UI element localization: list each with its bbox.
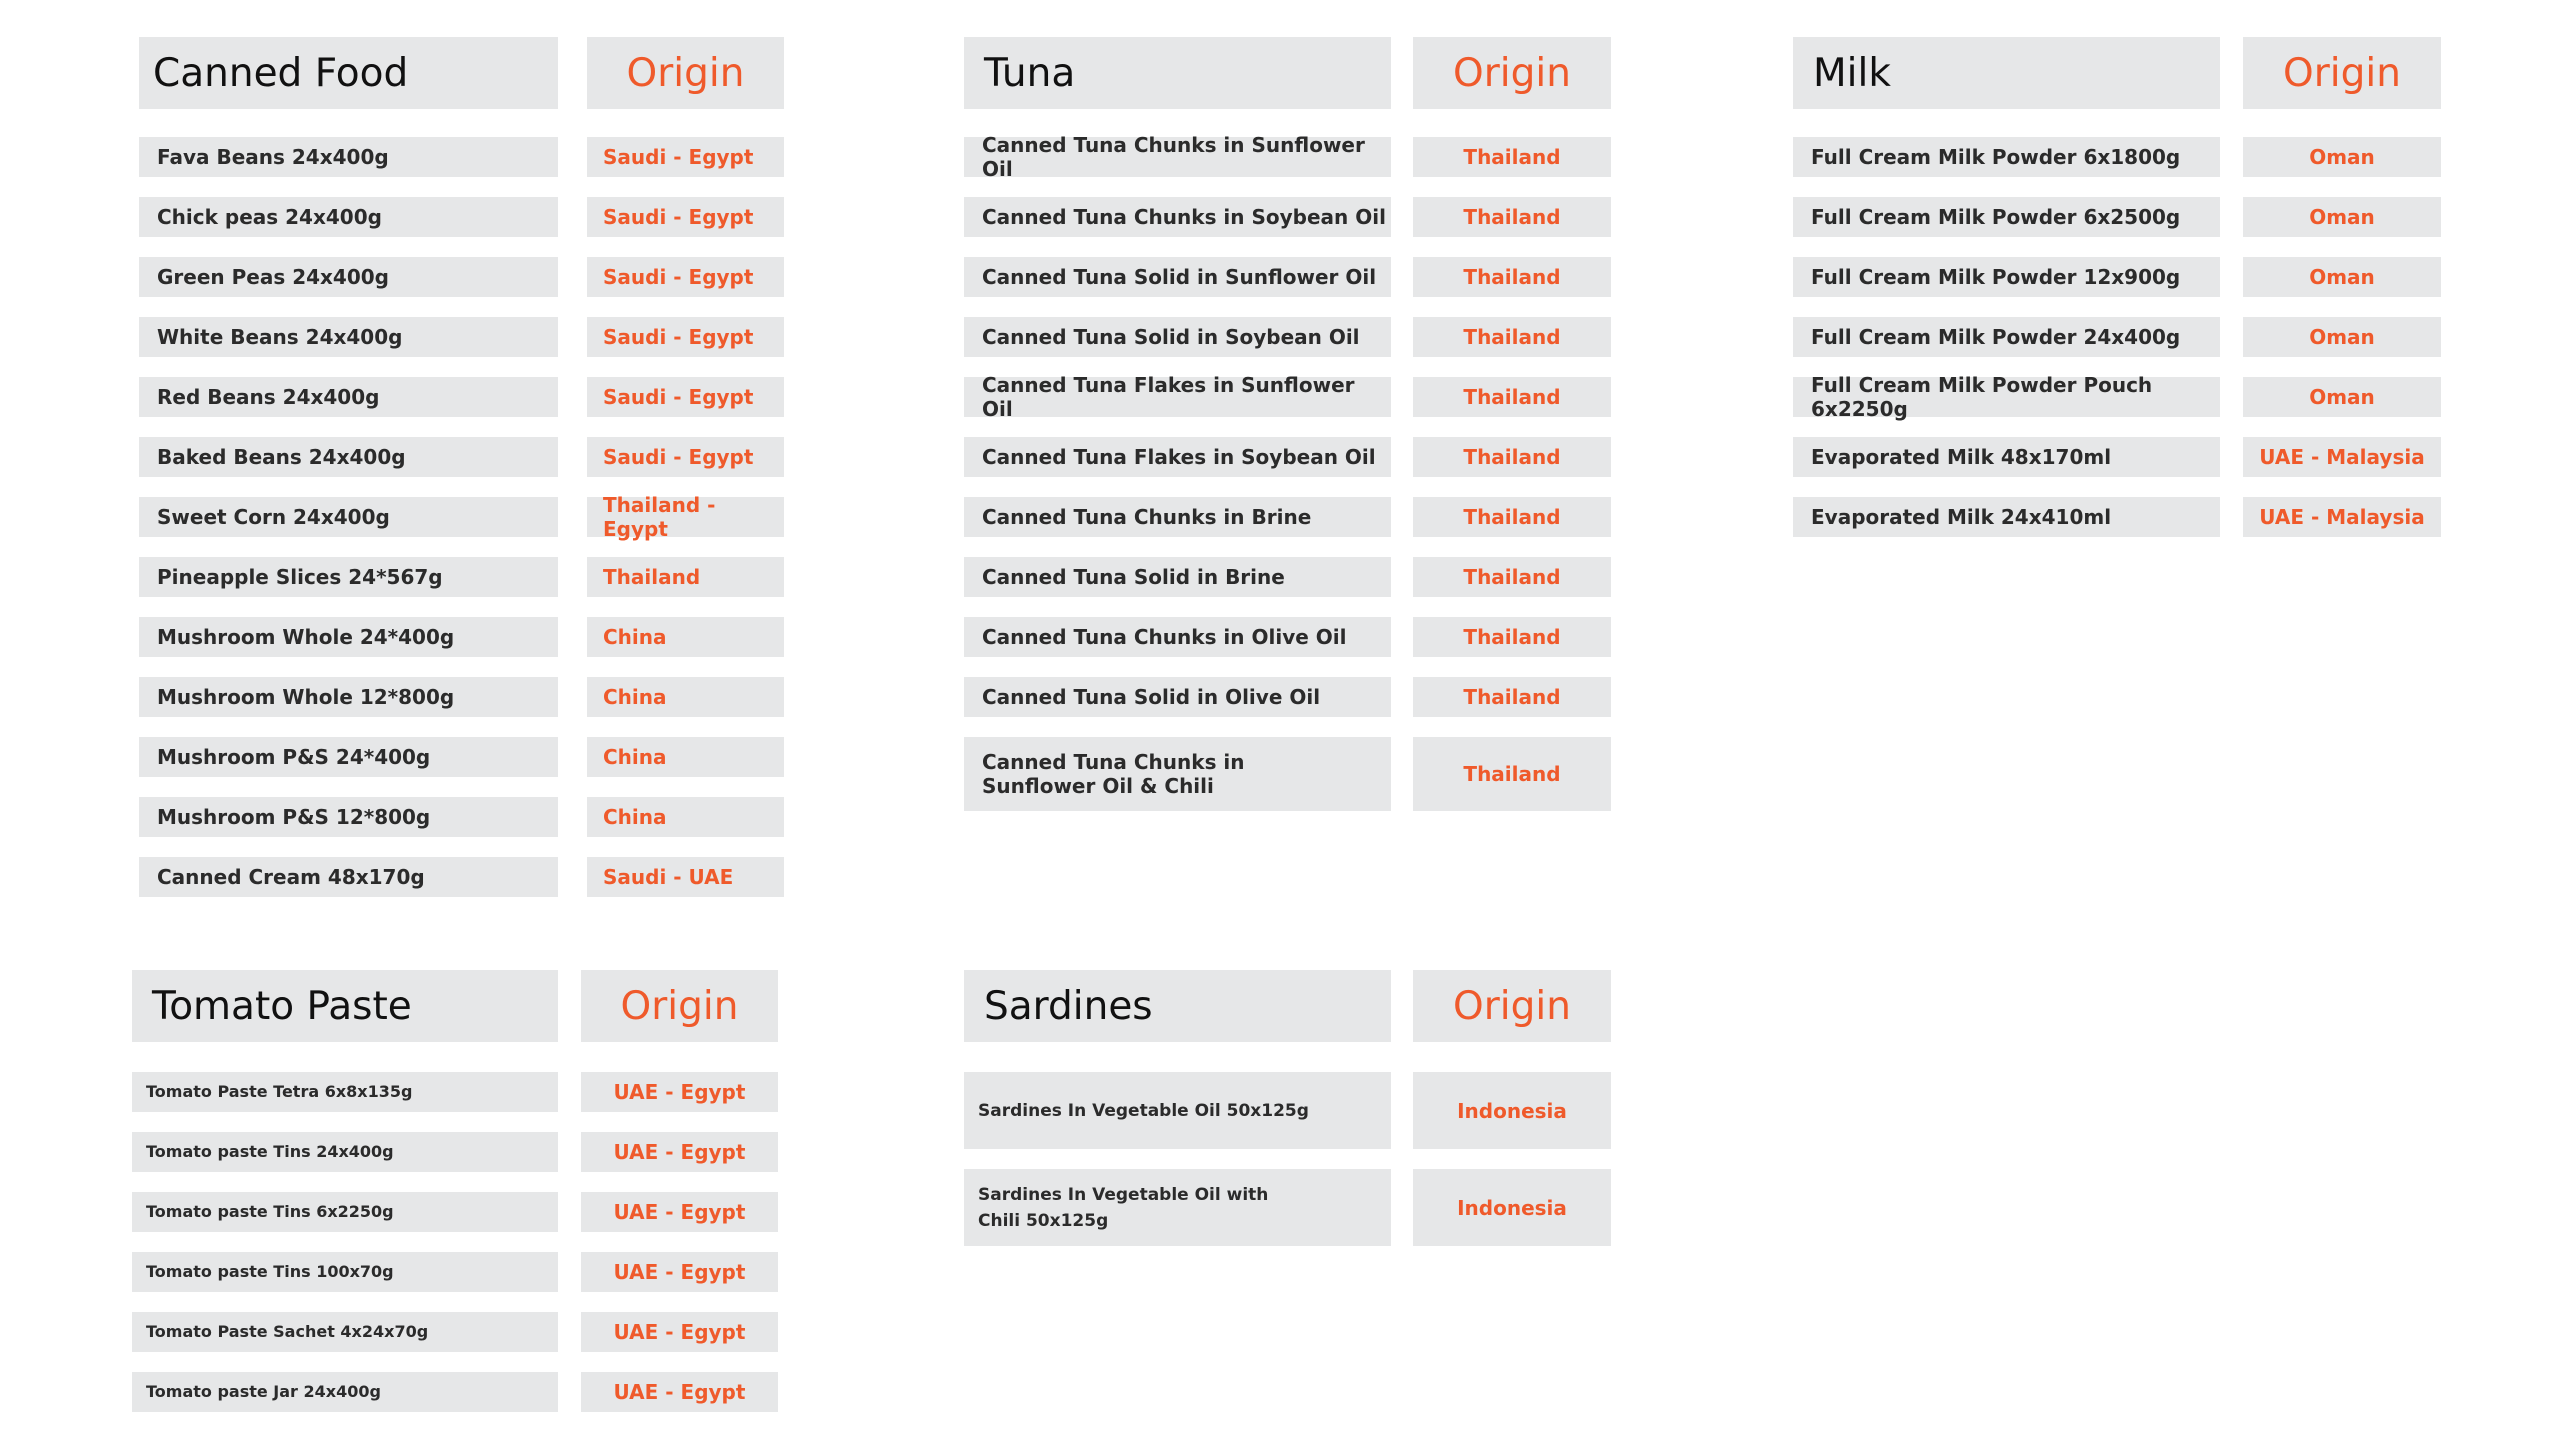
milk-item-cell: Full Cream Milk Powder 12x900g [1793, 257, 2220, 297]
canned-food-item-cell: Mushroom P&S 24*400g [139, 737, 558, 777]
tuna-item-cell: Canned Tuna Chunks in Olive Oil [964, 617, 1391, 657]
tuna-origin-cell: Thailand [1413, 257, 1611, 297]
milk-origin-cell: Oman [2243, 317, 2441, 357]
tomato-paste-origin-cell: UAE - Egypt [581, 1252, 778, 1292]
tuna-item-cell: Canned Tuna Flakes in Sunflower Oil [964, 377, 1391, 417]
tuna-origin-cell: Thailand [1413, 197, 1611, 237]
canned-food-title: Canned Food [139, 37, 558, 109]
tuna-origin-cell: Thailand [1413, 737, 1611, 811]
canned-food-item-cell: White Beans 24x400g [139, 317, 558, 357]
canned-food-item-cell: Pineapple Slices 24*567g [139, 557, 558, 597]
canned-food-origin-cell: China [587, 737, 784, 777]
canned-food-item-cell: Mushroom Whole 24*400g [139, 617, 558, 657]
canned-food-origin-cell: Thailand [587, 557, 784, 597]
milk-item-cell: Full Cream Milk Powder 6x1800g [1793, 137, 2220, 177]
canned-food-item-cell: Mushroom P&S 12*800g [139, 797, 558, 837]
canned-food-origin-cell: China [587, 797, 784, 837]
tomato-paste-origin-cell: UAE - Egypt [581, 1192, 778, 1232]
tuna-origin-cell: Thailand [1413, 317, 1611, 357]
tuna-origin-cell: Thailand [1413, 617, 1611, 657]
canned-food-item-cell: Red Beans 24x400g [139, 377, 558, 417]
canned-food-origin-cell: China [587, 677, 784, 717]
milk-item-cell: Evaporated Milk 48x170ml [1793, 437, 2220, 477]
tomato-paste-item-cell: Tomato paste Jar 24x400g [132, 1372, 558, 1412]
milk-origin-cell: Oman [2243, 377, 2441, 417]
tuna-origin-cell: Thailand [1413, 677, 1611, 717]
canned-food-item-cell: Sweet Corn 24x400g [139, 497, 558, 537]
milk-item-cell: Full Cream Milk Powder 24x400g [1793, 317, 2220, 357]
sardines-origin-cell: Indonesia [1413, 1169, 1611, 1246]
tuna-origin-cell: Thailand [1413, 437, 1611, 477]
tuna-item-cell: Canned Tuna Solid in Olive Oil [964, 677, 1391, 717]
tuna-item-cell: Canned Tuna Chunks in Sunflower Oil [964, 137, 1391, 177]
milk-origin-cell: Oman [2243, 137, 2441, 177]
sardines-title: Sardines [964, 970, 1391, 1042]
sardines-item-cell: Sardines In Vegetable Oil with Chili 50x125g [964, 1169, 1391, 1246]
canned-food-origin-cell: Saudi - UAE [587, 857, 784, 897]
milk-item-cell: Full Cream Milk Powder Pouch 6x2250g [1793, 377, 2220, 417]
milk-item-cell: Full Cream Milk Powder 6x2500g [1793, 197, 2220, 237]
canned-food-origin-cell: Saudi - Egypt [587, 317, 784, 357]
tuna-origin-cell: Thailand [1413, 497, 1611, 537]
milk-origin-header: Origin [2243, 37, 2441, 109]
tuna-origin-cell: Thailand [1413, 377, 1611, 417]
canned-food-origin-header: Origin [587, 37, 784, 109]
tuna-item-cell: Canned Tuna Solid in Sunflower Oil [964, 257, 1391, 297]
canned-food-origin-cell: Saudi - Egypt [587, 257, 784, 297]
tomato-paste-item-cell: Tomato paste Tins 24x400g [132, 1132, 558, 1172]
tomato-paste-origin-cell: UAE - Egypt [581, 1372, 778, 1412]
canned-food-item-cell: Chick peas 24x400g [139, 197, 558, 237]
tuna-origin-header: Origin [1413, 37, 1611, 109]
tomato-paste-item-cell: Tomato paste Tins 6x2250g [132, 1192, 558, 1232]
canned-food-origin-cell: Saudi - Egypt [587, 197, 784, 237]
sardines-origin-cell: Indonesia [1413, 1072, 1611, 1149]
canned-food-origin-cell: Saudi - Egypt [587, 377, 784, 417]
tomato-paste-item-cell: Tomato Paste Tetra 6x8x135g [132, 1072, 558, 1112]
tomato-paste-origin-cell: UAE - Egypt [581, 1072, 778, 1112]
tuna-item-cell: Canned Tuna Flakes in Soybean Oil [964, 437, 1391, 477]
tuna-item-cell: Canned Tuna Chunks in Brine [964, 497, 1391, 537]
tuna-item-cell: Canned Tuna Chunks in Soybean Oil [964, 197, 1391, 237]
canned-food-origin-cell: Thailand - Egypt [587, 497, 784, 537]
tomato-paste-origin-cell: UAE - Egypt [581, 1132, 778, 1172]
sardines-origin-header: Origin [1413, 970, 1611, 1042]
milk-origin-cell: Oman [2243, 197, 2441, 237]
tuna-title: Tuna [964, 37, 1391, 109]
milk-origin-cell: UAE - Malaysia [2243, 437, 2441, 477]
canned-food-item-cell: Green Peas 24x400g [139, 257, 558, 297]
milk-origin-cell: UAE - Malaysia [2243, 497, 2441, 537]
tuna-item-cell: Canned Tuna Solid in Soybean Oil [964, 317, 1391, 357]
canned-food-origin-cell: Saudi - Egypt [587, 137, 784, 177]
canned-food-item-cell: Mushroom Whole 12*800g [139, 677, 558, 717]
tomato-paste-item-cell: Tomato Paste Sachet 4x24x70g [132, 1312, 558, 1352]
canned-food-origin-cell: Saudi - Egypt [587, 437, 784, 477]
canned-food-item-cell: Baked Beans 24x400g [139, 437, 558, 477]
sardines-item-cell: Sardines In Vegetable Oil 50x125g [964, 1072, 1391, 1149]
canned-food-item-cell: Fava Beans 24x400g [139, 137, 558, 177]
tomato-paste-origin-header: Origin [581, 970, 778, 1042]
canned-food-origin-cell: China [587, 617, 784, 657]
tuna-origin-cell: Thailand [1413, 557, 1611, 597]
tuna-item-cell: Canned Tuna Solid in Brine [964, 557, 1391, 597]
milk-title: Milk [1793, 37, 2220, 109]
canned-food-item-cell: Canned Cream 48x170g [139, 857, 558, 897]
tuna-origin-cell: Thailand [1413, 137, 1611, 177]
tomato-paste-title: Tomato Paste [132, 970, 558, 1042]
tuna-item-cell: Canned Tuna Chunks in Sunflower Oil & Chili [964, 737, 1391, 811]
tomato-paste-item-cell: Tomato paste Tins 100x70g [132, 1252, 558, 1292]
milk-origin-cell: Oman [2243, 257, 2441, 297]
tomato-paste-origin-cell: UAE - Egypt [581, 1312, 778, 1352]
milk-item-cell: Evaporated Milk 24x410ml [1793, 497, 2220, 537]
